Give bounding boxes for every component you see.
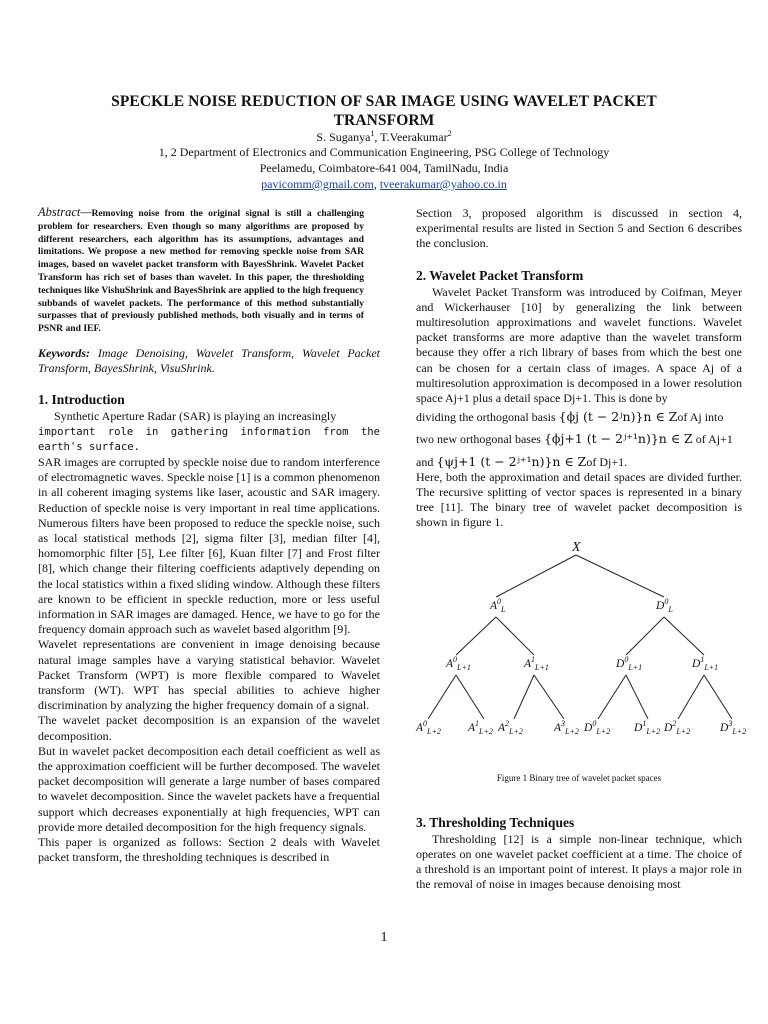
section-3-number: 3	[416, 814, 423, 830]
tree-node-l2-0: $A^0_{L+1}$	[446, 654, 471, 672]
page-number: 1	[380, 930, 388, 945]
emails	[60, 177, 708, 192]
paper-title: SPECKLE NOISE REDUCTION OF SAR IMAGE USING WAVELET PACKET TRANSFORM	[111, 93, 657, 129]
wpt-paragraph-1: Wavelet Packet Transform was introduced by Coifman, Meyer and Wickerhauser [10] by generalizing the link between multiresolution approximations and wavelet functions. Wavelet packet transforms are more adaptive than the wavelet transform because they offer a rich library of bases from which the best one can be chosen for a certain class of images. A space Aj of a multiresolution approximation is decomposed in a lower resolution space Aj+1 plus a detail space Dj+1. This is done by	[416, 284, 742, 406]
abstract-text: Removing noise from the original signal is still a challenging problem for researchers. Even though so many algorithms are proposed by different researchers, each algorithm has its assumptions, advantages and limitations. We propose a new method for removing speckle noise from SAR images, based on wavelet packet transform with BayesShrink. Wavelet Packet Transform has rich set of bases than wavelet. In this paper, the thresholding techniques like VishuShrink and BayesShrink are applied to the high frequency subbands of wavelet packets. The performance of this method substantially surpasses that of previously published methods, both visually and in terms of PSNR and IEF.	[38, 208, 364, 335]
tree-node-l2-1: $A^1_{L+1}$	[524, 654, 549, 672]
formula-1-pre: dividing the orthogonal basis	[416, 410, 559, 425]
formula-3: {ψj+1 (t − 2ʲ⁺¹n)}n ∈ Z	[436, 453, 587, 469]
formula-line-1	[416, 409, 742, 425]
right-column	[416, 206, 747, 893]
thresholding-paragraph: Thresholding [12] is a simple non-linear technique, which operates on one wavelet packet coefficient at a time. The choice of a threshold is an important point of interest. It plays a major role in the removal of noise in images because denoising most	[416, 831, 742, 892]
formula-2: {ϕj+1 (t − 2ʲ⁺¹n)}n ∈ Z	[543, 431, 693, 447]
keywords	[38, 346, 380, 376]
intro-paragraph-5: This paper is organized as follows: Section 2 deals with Wavelet packet transform, the thresholding techniques is described in	[38, 835, 380, 865]
tree-node-l2-2: $D^0_{L+1}$	[616, 654, 643, 672]
section-heading-introduction: 1. Introduction	[38, 392, 125, 408]
author-1-sup: 1	[370, 129, 375, 138]
tree-node-l3-1: $A^1_{L+2}$	[468, 718, 493, 736]
formula-line-3	[416, 454, 742, 470]
section-continuation: Section 3, proposed algorithm is discussed in section 4, experimental results are listed in Section 5 and Section 6 describes the conclusion.	[416, 206, 742, 251]
formula-3-pre: and	[416, 454, 437, 469]
tree-node-l3-5: $D^1_{L+2}$	[634, 718, 661, 736]
formula-line-2	[416, 431, 742, 447]
formula-2-pre: two new orthogonal bases	[416, 432, 544, 447]
intro-paragraph-1c: SAR images are corrupted by speckle noise due to random interference of electromagnetic waves. Speckle noise [1] is a common phenomenon in all coherent imaging systems like laser, acoustic and SAR imagery. Reduction of speckle noise is very important in real time applications. Numerous filters have been proposed to reduce the speckle noise, such as local statistical methods [2], sigma filter [3], median filter [4], homomorphic filter [5], Lee filter [6], Kuan filter [7] and Frost filter [8], which change their filtering coefficients adaptively depending on the local statistics within a fixed sliding window. Although these filters are known to be efficient in speckle reduction, more or less useful information in SAR images are damaged. Hence, we have to go for the frequency domain approach such as wavelet based algorithm [9].	[38, 454, 380, 637]
tree-edges	[416, 539, 742, 749]
intro-paragraph-1a: Synthetic Aperture Radar (SAR) is playing an increasingly	[54, 409, 337, 424]
address: Peelamedu, Coimbatore-641 004, TamilNadu, India	[259, 161, 509, 175]
section-heading-thresholding	[416, 814, 742, 832]
email-link-2[interactable]: tveerakumar@yahoo.co.in	[379, 177, 507, 191]
intro-paragraph-3: The wavelet packet decomposition is an expansion of the wavelet decomposition.	[38, 713, 380, 743]
formula-1: {ϕj (t − 2ʲn)}n ∈ Z	[558, 409, 678, 425]
author-2: , T.Veerakumar	[374, 130, 448, 144]
wavelet-packet-tree-diagram	[416, 539, 747, 769]
tree-node-l1-0: $A^0_L$	[490, 596, 506, 614]
section-heading-wpt: 2. Wavelet Packet Transform	[416, 267, 584, 283]
tree-root-node: X	[572, 539, 581, 555]
email-link-1[interactable]: pavicomm@gmail.com	[261, 177, 374, 191]
author-2-sup: 2	[447, 129, 452, 138]
abstract-label: Abstract—	[38, 205, 92, 219]
tree-node-l3-7: $D^3_{L+2}$	[720, 718, 747, 736]
abstract	[38, 206, 380, 336]
tree-node-l3-6: $D^2_{L+2}$	[664, 718, 691, 736]
formula-2-post: of Aj+1	[692, 432, 733, 447]
email-sep: ,	[373, 177, 380, 191]
figure-caption: Figure 1 Binary tree of wavelet packet spaces	[496, 772, 662, 783]
keywords-text: Image Denoising, Wavelet Transform, Wavelet Packet Transform, BayesShrink, VisuShrink.	[38, 345, 380, 376]
intro-paragraph-1b: important role in gathering information from the earth's surface.	[38, 425, 380, 453]
tree-node-l2-3: $D^1_{L+1}$	[692, 654, 719, 672]
author-1: S. Suganya	[316, 130, 371, 144]
left-column	[38, 206, 380, 865]
intro-paragraph-2: Wavelet representations are convenient in image denoising because natural image samples have a varying statistical behavior. Wavelet Packet Transform (WPT) is more flexible compared to Wavelet transform (WT). WPT has special abilities to achieve higher discrimination by analyzing the higher frequency domain of a signal.	[38, 637, 380, 713]
tree-node-l3-3: $A^3_{L+2}$	[554, 718, 579, 736]
keywords-label: Keywords:	[38, 345, 90, 360]
affiliation: 1, 2 Department of Electronics and Communication Engineering, PSG College of Technology	[158, 145, 610, 159]
formula-3-post: of Dj+1.	[586, 454, 628, 469]
tree-node-l3-2: $A^2_{L+2}$	[498, 718, 523, 736]
tree-node-l1-1: $D^0_L$	[656, 596, 673, 614]
wpt-paragraph-2: Here, both the approximation and detail spaces are divided further. The recursive splitting of vector spaces is represented in a binary tree [11]. The binary tree of wavelet packet decomposition is shown in figure 1.	[416, 469, 742, 530]
formula-1-post: of Aj into	[677, 410, 724, 425]
section-3-title: . Thresholding Techniques	[422, 814, 575, 830]
tree-node-l3-0: $A^0_{L+2}$	[416, 718, 441, 736]
authors	[60, 130, 708, 145]
tree-node-l3-4: $D^0_{L+2}$	[584, 718, 611, 736]
intro-paragraph-4: But in wavelet packet decomposition each detail coefficient as well as the approximation coefficient will be further decomposed. The wavelet packet decomposition will generate a large number of bases compared to wavelet decomposition. Since the wavelet packets have a frequential support which decreases exponentially at high frequencies, WPT can provide more detailed decomposition for the high frequency signals.	[38, 743, 380, 834]
